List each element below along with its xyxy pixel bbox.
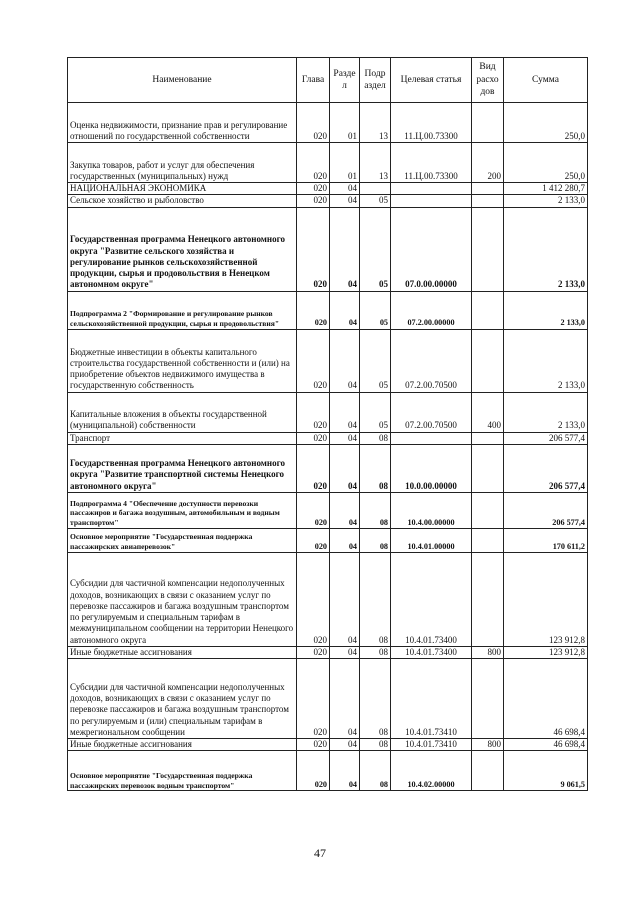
row-sum: 123 912,8 [504,646,588,658]
row-podrazdel: 08 [360,659,391,739]
row-podrazdel: 05 [360,392,391,432]
table-row [68,751,588,791]
row-glava: 020 [297,207,330,291]
header-sum: Сумма [504,58,588,103]
row-name: Государственная программа Ненецкого автономного округа "Развитие сельского хозяйства и регулирование рынков сельскохозяйственной продукции, сырья и продовольствия в Ненецком автономном округе" [68,207,297,291]
table-row [68,646,588,658]
row-glava: 020 [297,739,330,751]
row-name: Подпрограмма 2 "Формирование и регулирование рынков сельскохозяйственной продукции, сырья и продовольствия" [68,291,297,329]
row-glava: 020 [297,492,330,528]
row-vid: 200 [472,143,504,183]
row-name: Бюджетные инвестиции в объекты капитального строительства государственной собственности и (или) на приобретение объектов недвижимого имущества в государственную собственность [68,329,297,392]
table-row [68,552,588,646]
row-glava: 020 [297,751,330,791]
table-row [68,492,588,528]
row-sum: 206 577,4 [504,492,588,528]
row-vid [472,659,504,739]
row-glava: 020 [297,103,330,143]
row-podrazdel: 13 [360,143,391,183]
row-podrazdel: 08 [360,492,391,528]
row-vid [472,432,504,444]
row-glava: 020 [297,552,330,646]
row-vid [472,329,504,392]
row-glava: 020 [297,432,330,444]
row-name: Оценка недвижимости, признание прав и регулирование отношений по государственной собственности [68,103,297,143]
row-sum: 2 133,0 [504,291,588,329]
table-row [68,659,588,739]
row-vid [472,207,504,291]
table-row [68,739,588,751]
table-row [68,207,588,291]
row-target [391,432,472,444]
row-razdel: 04 [330,739,360,751]
row-razdel: 04 [330,329,360,392]
row-glava: 020 [297,392,330,432]
row-vid [472,444,504,492]
row-name: Иные бюджетные ассигнования [68,646,297,658]
row-podrazdel: 13 [360,103,391,143]
row-podrazdel: 08 [360,646,391,658]
row-target [391,195,472,207]
row-razdel: 04 [330,207,360,291]
row-target [391,183,472,195]
row-podrazdel: 08 [360,751,391,791]
row-podrazdel: 05 [360,207,391,291]
row-razdel: 04 [330,646,360,658]
row-sum: 2 133,0 [504,329,588,392]
row-glava: 020 [297,195,330,207]
row-target: 07.0.00.00000 [391,207,472,291]
row-podrazdel: 08 [360,739,391,751]
row-name: Капитальные вложения в объекты государственной (муниципальной) собственности [68,392,297,432]
row-glava: 020 [297,659,330,739]
row-glava: 020 [297,183,330,195]
row-sum: 123 912,8 [504,552,588,646]
row-name: Основное мероприятие "Государственная поддержка пассажирских авиаперевозок" [68,528,297,552]
row-sum: 170 611,2 [504,528,588,552]
table-row [68,183,588,195]
row-name: Иные бюджетные ассигнования [68,739,297,751]
row-razdel: 04 [330,195,360,207]
row-target: 10.4.01.73410 [391,739,472,751]
row-name: НАЦИОНАЛЬНАЯ ЭКОНОМИКА [68,183,297,195]
row-sum: 2 133,0 [504,207,588,291]
row-podrazdel: 08 [360,432,391,444]
row-sum: 206 577,4 [504,444,588,492]
row-target: 11.Ц.00.73300 [391,103,472,143]
row-razdel: 04 [330,552,360,646]
table-row [68,444,588,492]
table-row [68,195,588,207]
row-target: 07.2.00.70500 [391,392,472,432]
row-glava: 020 [297,143,330,183]
row-razdel: 04 [330,444,360,492]
row-razdel: 04 [330,492,360,528]
row-podrazdel: 08 [360,552,391,646]
row-target: 10.4.01.73400 [391,552,472,646]
row-vid [472,195,504,207]
row-name: Транспорт [68,432,297,444]
row-sum: 2 133,0 [504,195,588,207]
row-sum: 2 133,0 [504,392,588,432]
row-name: Государственная программа Ненецкого автономного округа "Развитие транспортной системы Ненецкого автономного округа" [68,444,297,492]
row-name: Основное мероприятие "Государственная поддержка пассажирских перевозок водным транспортом" [68,751,297,791]
row-razdel: 04 [330,291,360,329]
row-glava: 020 [297,646,330,658]
table-row [68,291,588,329]
row-podrazdel [360,183,391,195]
row-glava: 020 [297,329,330,392]
row-vid [472,552,504,646]
row-razdel: 04 [330,432,360,444]
row-target: 07.2.00.70500 [391,329,472,392]
row-vid [472,751,504,791]
header-podrazdel: Подр аздел [360,58,391,103]
row-podrazdel: 05 [360,195,391,207]
row-vid [472,291,504,329]
row-target: 10.4.02.00000 [391,751,472,791]
row-sum: 250,0 [504,103,588,143]
row-razdel: 04 [330,392,360,432]
row-sum: 250,0 [504,143,588,183]
row-target: 10.4.00.00000 [391,492,472,528]
row-sum: 9 061,5 [504,751,588,791]
row-vid: 400 [472,392,504,432]
row-glava: 020 [297,528,330,552]
row-podrazdel: 08 [360,444,391,492]
row-target: 10.4.01.73410 [391,659,472,739]
row-name: Субсидии для частичной компенсации недополученных доходов, возникающих в связи с оказанием услуг по перевозке пассажиров и багажа воздушным транспортом по регулируемым и (или) специальным тарифам в межрегиональном сообщении [68,659,297,739]
row-name: Сельское хозяйство и рыболовство [68,195,297,207]
row-podrazdel: 05 [360,329,391,392]
row-razdel: 01 [330,103,360,143]
row-razdel: 04 [330,751,360,791]
header-glava: Глава [297,58,330,103]
row-podrazdel: 05 [360,291,391,329]
row-vid [472,528,504,552]
row-sum: 206 577,4 [504,432,588,444]
header-name: Наименование [68,58,297,103]
row-vid [472,492,504,528]
header-row [68,58,588,103]
table-row [68,143,588,183]
row-razdel: 01 [330,143,360,183]
table-row [68,432,588,444]
row-target: 10.4.01.73400 [391,646,472,658]
row-sum: 1 412 280,7 [504,183,588,195]
budget-table [67,57,588,791]
table-row [68,392,588,432]
page-number: 47 [314,846,326,860]
header-razdel: Разде л [330,58,360,103]
row-name: Подпрограмма 4 "Обеспечение доступности перевозки пассажиров и багажа воздушным, автомобильным и водным транспортом" [68,492,297,528]
row-glava: 020 [297,291,330,329]
row-target: 07.2.00.00000 [391,291,472,329]
row-sum: 46 698,4 [504,739,588,751]
row-name: Субсидии для частичной компенсации недополученных доходов, возникающих в связи с оказанием услуг по перевозке пассажиров и багажа воздушным транспортом по регулируемым и специальным тарифам в межмуниципальном сообщении на территории Ненецкого автономного округа [68,552,297,646]
row-podrazdel: 08 [360,528,391,552]
row-razdel: 04 [330,659,360,739]
row-sum: 46 698,4 [504,659,588,739]
row-glava: 020 [297,444,330,492]
row-target: 10.4.01.00000 [391,528,472,552]
header-target: Целевая статья [391,58,472,103]
row-name: Закупка товаров, работ и услуг для обеспечения государственных (муниципальных) нужд [68,143,297,183]
row-vid: 800 [472,739,504,751]
row-target: 11.Ц.00.73300 [391,143,472,183]
table-row [68,103,588,143]
row-razdel: 04 [330,528,360,552]
row-target: 10.0.00.00000 [391,444,472,492]
header-vid: Вид расхо дов [472,58,504,103]
table-row [68,329,588,392]
row-razdel: 04 [330,183,360,195]
table-row [68,528,588,552]
row-vid: 800 [472,646,504,658]
row-vid [472,183,504,195]
row-vid [472,103,504,143]
